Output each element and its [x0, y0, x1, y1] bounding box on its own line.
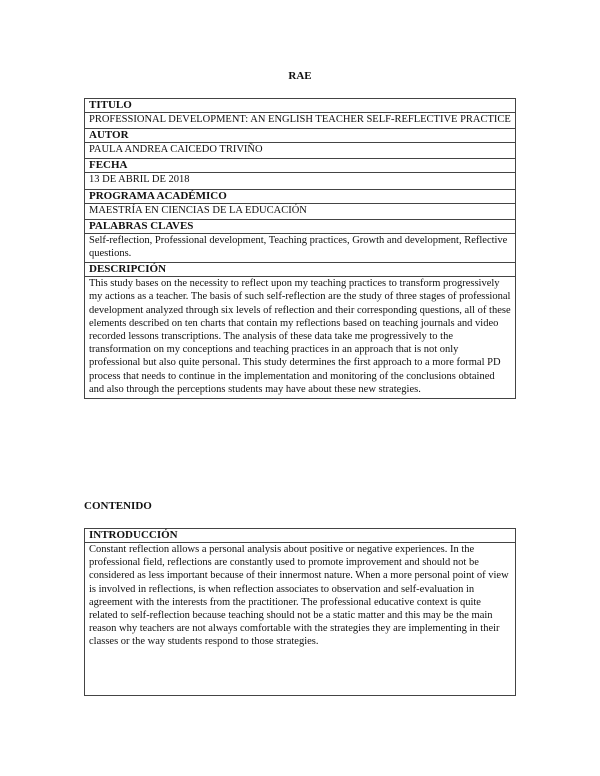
- field-label: PALABRAS CLAVES: [85, 220, 515, 234]
- field-label: PROGRAMA ACADÉMICO: [85, 190, 515, 204]
- field-fecha: [85, 158, 515, 188]
- field-label: FECHA: [85, 159, 515, 173]
- field-introduccion: [85, 529, 515, 695]
- field-value: Self-reflection, Professional development, Teaching practices, Growth and development, Reflective questions.: [89, 234, 508, 260]
- field-label: INTRODUCCIÓN: [85, 529, 515, 543]
- field-label: AUTOR: [85, 129, 515, 143]
- field-value: Constant reflection allows a personal analysis about positive or negative experiences. In the professional field, reflections are constantly used to promote improvement and should not be considered as less important because of their innermost nature. When a more personal point of view is involved in reflections, is when reflection associates to observation and self-evaluation in agreement with the interests from the practitioner. The professional educative context is quite related to self-reflection because teaching should not be a static matter and this may be the main reason why teachers are not always comfortable with the strategies they are implementing in their classes or the way students respond to those strategies.: [89, 544, 509, 648]
- field-value: PAULA ANDREA CAICEDO TRIVIÑO: [89, 144, 263, 156]
- rae-table: [84, 98, 516, 399]
- field-value: MAESTRÍA EN CIENCIAS DE LA EDUCACIÓN: [89, 204, 307, 216]
- field-palabras-claves: [85, 219, 515, 262]
- field-programa: [85, 189, 515, 219]
- introduccion-table: [84, 528, 516, 696]
- field-value: PROFESSIONAL DEVELOPMENT: AN ENGLISH TEACHER SELF-REFLECTIVE PRACTICE: [89, 114, 511, 125]
- field-titulo: [85, 99, 515, 128]
- field-label: DESCRIPCIÓN: [85, 263, 515, 277]
- field-value: 13 DE ABRIL DE 2018: [89, 174, 190, 186]
- field-descripcion: [85, 262, 515, 398]
- field-label: TITULO: [85, 99, 515, 113]
- field-value: This study bases on the necessity to reflect upon my teaching practices to transform progressively my actions as a teacher. The basis of such self-reflection are the study of three stages of professional development analyzed through six levels of reflection and their corresponding questions, all of these elements described on ten charts that contain my reflections based on teaching journals and video recorded lessons transcriptions. The analysis of these data take me progressively to the transformation on my conceptions and teaching practices in an approach that is not only professional but also quite personal. This study determines the first approach to a more formal PD process that needs to continue in the implementation and monitoring of the conclusions obtained and also through the perceptions students may have about these new strategies.: [89, 278, 511, 395]
- field-autor: [85, 128, 515, 158]
- contenido-heading: CONTENIDO: [84, 500, 152, 512]
- page-title: RAE: [288, 70, 312, 82]
